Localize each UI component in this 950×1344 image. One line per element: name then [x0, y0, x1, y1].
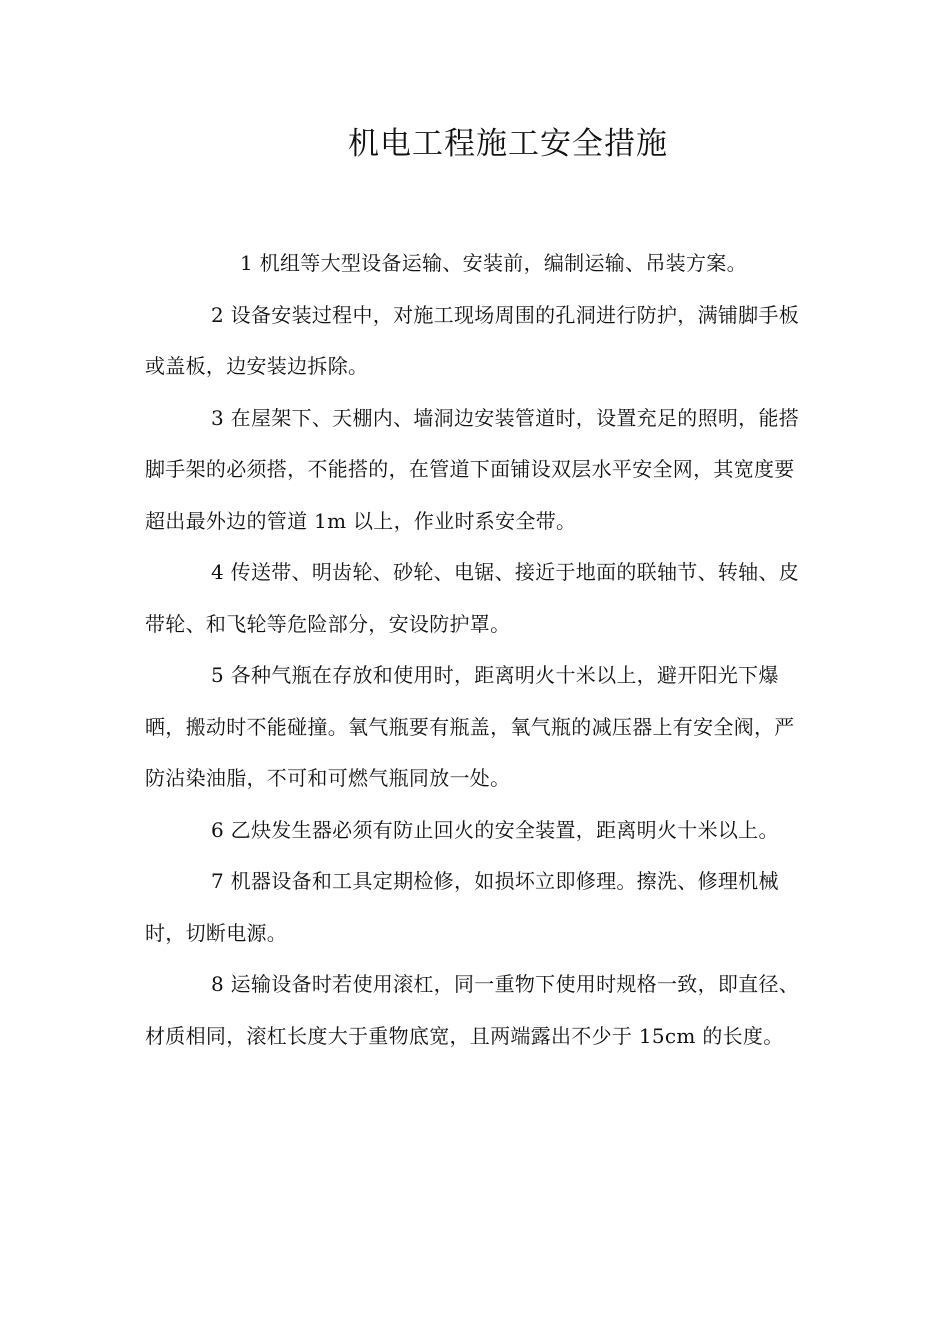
- paragraph-4: 4 传送带、明齿轮、砂轮、电锯、接近于地面的联轴节、转轴、皮带轮、和飞轮等危险部分，安设防护罩。: [145, 560, 800, 636]
- paragraph-3: 3 在屋架下、天棚内、墙洞边安装管道时，设置充足的照明，能搭脚手架的必须搭，不能搭的，在管道下面铺设双层水平安全网，其宽度要超出最外边的管道 1m 以上，作业时系安全带。: [145, 405, 800, 533]
- paragraph-5: 5 各种气瓶在存放和使用时，距离明火十米以上，避开阳光下爆晒，搬动时不能碰撞。氧气瓶要有瓶盖，氧气瓶的减压器上有安全阀，严防沾染油脂，不可和可燃气瓶同放一处。: [145, 663, 795, 790]
- paragraph-7: 7 机器设备和工具定期检修，如损坏立即修理。擦洗、修理机械时，切断电源。: [145, 869, 779, 945]
- paragraph-1: 1 机组等大型设备运输、安装前，编制运输、吊装方案。: [240, 251, 747, 275]
- document-title: 机电工程施工安全措施: [348, 126, 668, 162]
- document-body: [145, 238, 805, 1062]
- paragraph-2: 2 设备安装过程中，对施工现场周围的孔洞进行防护，满铺脚手板或盖板，边安装边拆除。: [145, 302, 800, 378]
- paragraph-8: 8 运输设备时若使用滚杠，同一重物下使用时规格一致，即直径、材质相同，滚杠长度大于重物底宽，且两端露出不少于 15cm 的长度。: [145, 972, 800, 1048]
- paragraph-6: 6 乙炔发生器必须有防止回火的安全装置，距离明火十米以上。: [211, 817, 779, 842]
